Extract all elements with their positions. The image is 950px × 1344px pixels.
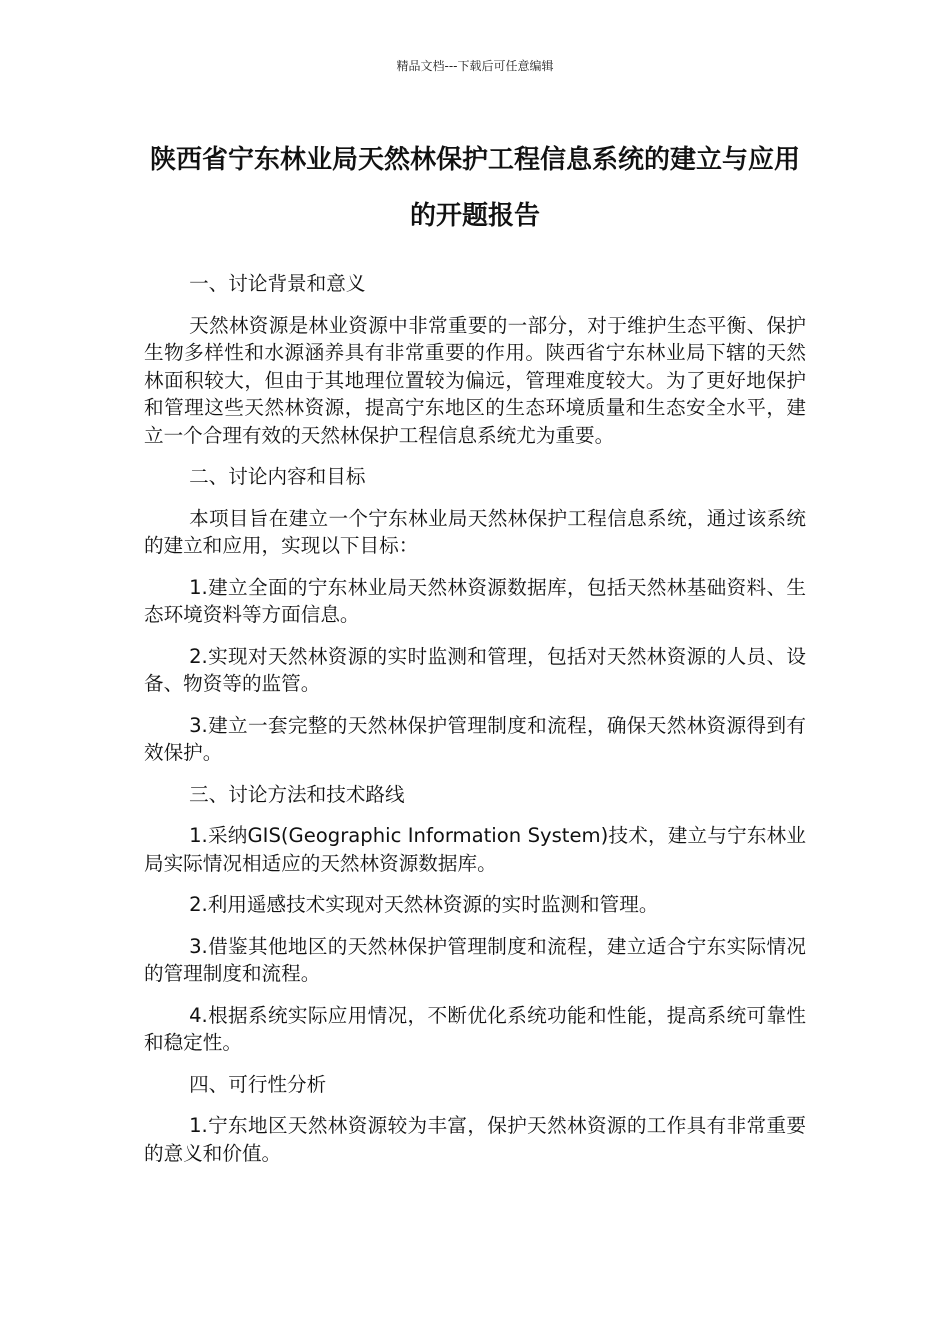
document-title: 陕西省宁东林业局天然林保护工程信息系统的建立与应用的开题报告 [149,145,800,231]
section-heading-feasibility: 四、可行性分析 [189,1072,327,1096]
method-item-3: 3.借鉴其他地区的天然林保护管理制度和流程，建立适合宁东实际情况的管理制度和流程。 [144,934,806,985]
section-heading-content-goals: 二、讨论内容和目标 [189,465,366,488]
section-heading-background: 一、讨论背景和意义 [189,272,366,295]
goal-item-2: 2.实现对天然林资源的实时监测和管理，包括对天然林资源的人员、设备、物资等的监管。 [144,644,806,695]
method-item-1: 1.采纳GIS(Geographic Information System)技术，建立与宁东林业局实际情况相适应的天然林资源数据库。 [144,824,806,875]
section-heading-methods: 三、讨论方法和技术路线 [189,782,405,806]
goal-item-1: 1.建立全面的宁东林业局天然林资源数据库，包括天然林基础资料、生态环境资料等方面信息。 [144,575,806,626]
paragraph-project-aim: 本项目旨在建立一个宁东林业局天然林保护工程信息系统，通过该系统的建立和应用，实现以下目标： [144,506,806,557]
page-header: 精品文档---下载后可任意编辑 [396,59,554,73]
document-body [144,270,806,1181]
method-item-4: 4.根据系统实际应用情况，不断优化系统功能和性能，提高系统可靠性和稳定性。 [144,1003,806,1054]
method-item-2: 2.利用遥感技术实现对天然林资源的实时监测和管理。 [189,893,659,916]
feasibility-item-1: 1.宁东地区天然林资源较为丰富，保护天然林资源的工作具有非常重要的意义和价值。 [144,1114,806,1165]
goal-item-3: 3.建立一套完整的天然林保护管理制度和流程，确保天然林资源得到有效保护。 [144,713,806,764]
paragraph-background: 天然林资源是林业资源中非常重要的一部分，对于维护生态平衡、保护生物多样性和水源涵养具有非常重要的作用。陕西省宁东林业局下辖的天然林面积较大，但由于其地理位置较为偏远，管理难度较大。为了更好地保护和管理这些天然林资源，提高宁东地区的生态环境质量和生态安全水平，建立一个合理有效的天然林保护工程信息系统尤为重要。 [144,313,806,447]
